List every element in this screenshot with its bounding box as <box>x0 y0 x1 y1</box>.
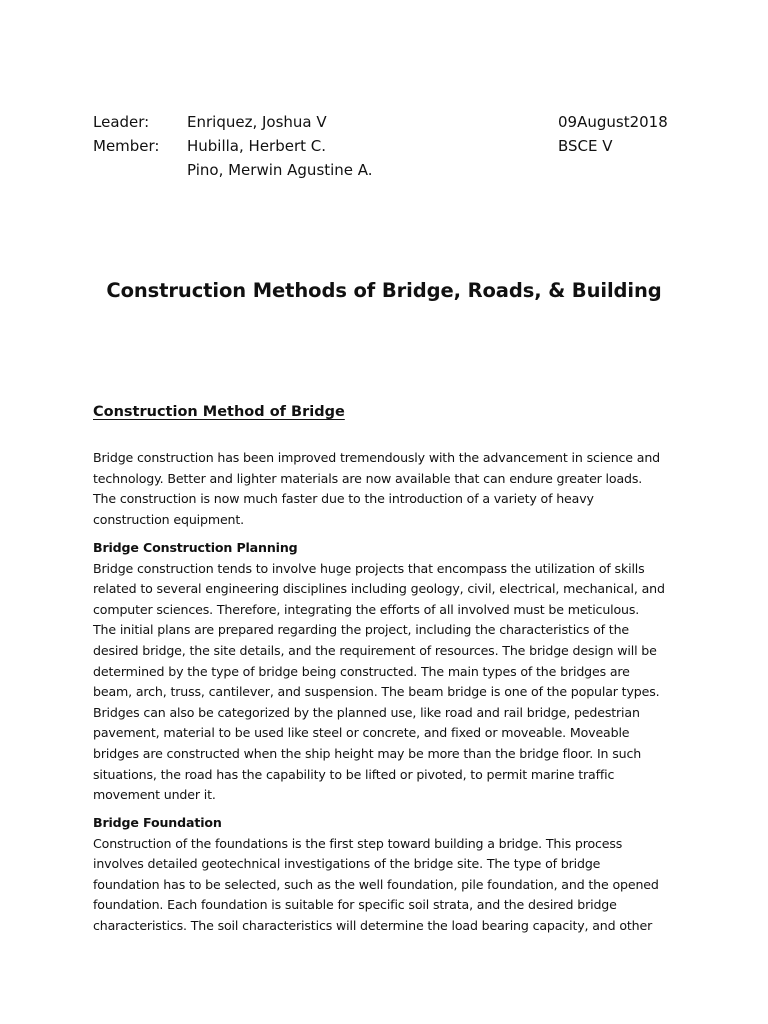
paragraph-line: Bridges can also be categorized by the planned use, like road and rail bridge, pedestrian <box>93 704 640 720</box>
paragraph-line: determined by the type of bridge being constructed. The main types of the bridges are <box>93 663 630 679</box>
document-date: 09August2018 <box>558 113 668 131</box>
section-heading: Construction Method of Bridge <box>93 404 345 420</box>
paragraph-line: technology. Better and lighter materials are now available that can endure greater loads. <box>93 470 643 486</box>
paragraph-line: involves detailed geotechnical investigations of the bridge site. The type of bridge <box>93 856 601 872</box>
paragraph-line: The initial plans are prepared regarding the project, including the characteristics of the <box>93 622 629 638</box>
paragraph-line: foundation. Each foundation is suitable for specific soil strata, and the desired bridge <box>93 897 617 913</box>
paragraph-line: desired bridge, the site details, and the requirement of resources. The bridge design will be <box>93 642 657 658</box>
member-name-1: Hubilla, Herbert C. <box>187 137 327 155</box>
document-title: Construction Methods of Bridge, Roads, & Building <box>106 279 662 302</box>
member-label: Member: <box>93 137 160 155</box>
intro-paragraph <box>93 448 683 530</box>
paragraph-line: bridges are constructed when the ship height may be more than the bridge floor. In such <box>93 745 642 761</box>
foundation-section <box>93 813 683 937</box>
planning-heading: Bridge Construction Planning <box>93 540 298 555</box>
paragraph-line: construction equipment. <box>93 511 245 527</box>
leader-label: Leader: <box>93 113 150 131</box>
member-name-2: Pino, Merwin Agustine A. <box>187 161 373 179</box>
paragraph-line: Bridge construction has been improved tremendously with the advancement in science and <box>93 450 660 465</box>
paragraph-line: beam, arch, truss, cantilever, and suspension. The beam bridge is one of the popular types. <box>93 684 660 700</box>
paragraph-line: characteristics. The soil characteristics will determine the load bearing capacity, and other <box>93 917 653 933</box>
foundation-heading: Bridge Foundation <box>93 815 222 830</box>
course-name: BSCE V <box>558 137 613 155</box>
paragraph-line: computer sciences. Therefore, integrating the efforts of all involved must be meticulous. <box>93 601 640 617</box>
paragraph-line: Construction of the foundations is the first step toward building a bridge. This process <box>93 835 623 851</box>
paragraph-line: pavement, material to be used like steel or concrete, and fixed or moveable. Moveable <box>93 725 630 741</box>
paragraph-line: The construction is now much faster due to the introduction of a variety of heavy <box>93 491 594 507</box>
paragraph-line: Bridge construction tends to involve huge projects that encompass the utilization of skills <box>93 560 645 576</box>
paragraph-line: situations, the road has the capability to be lifted or pivoted, to permit marine traffic <box>93 766 615 782</box>
paragraph-line: movement under it. <box>93 787 216 803</box>
planning-section <box>93 538 683 806</box>
leader-name: Enriquez, Joshua V <box>187 113 327 131</box>
paragraph-line: foundation has to be selected, such as the well foundation, pile foundation, and the opened <box>93 876 659 892</box>
paragraph-line: related to several engineering disciplines including geology, civil, electrical, mechanical, and <box>93 581 665 597</box>
